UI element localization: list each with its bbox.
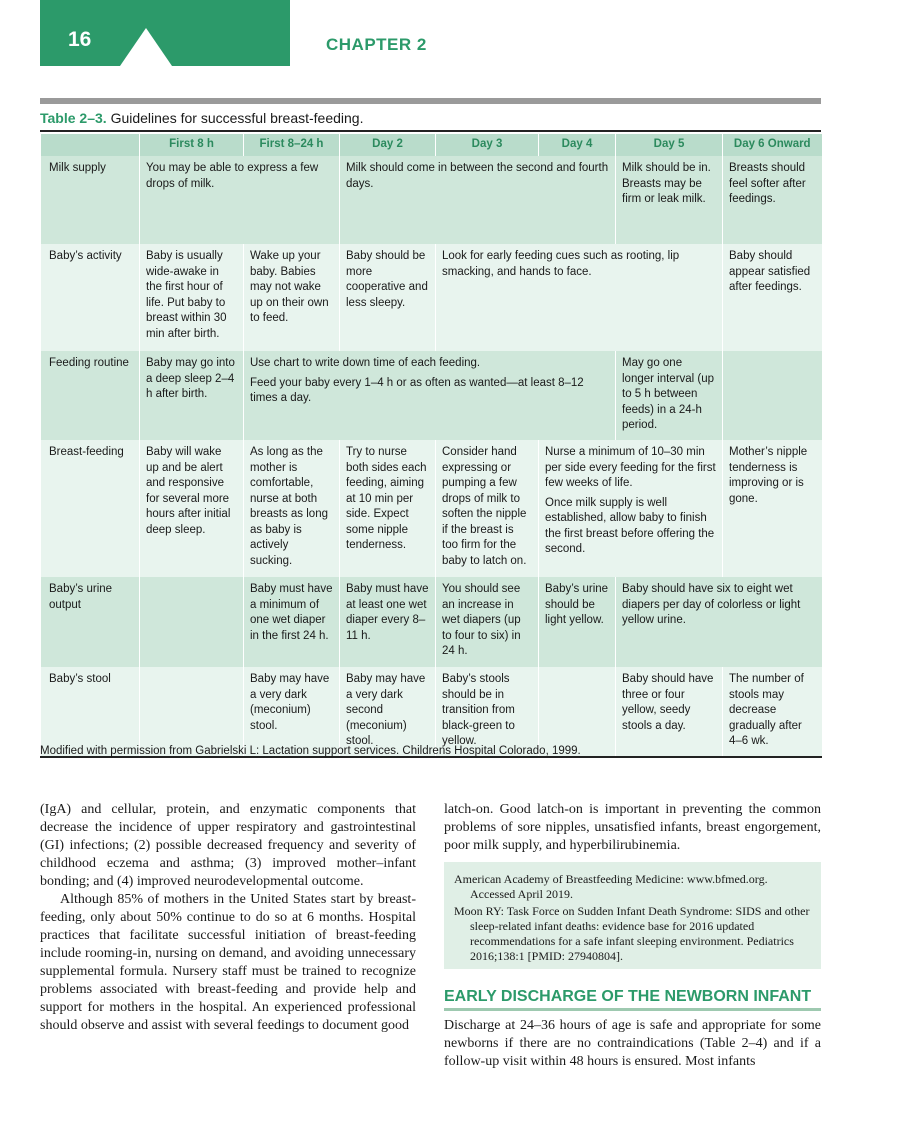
cell-text: Use chart to write down time of each feeding.: [250, 357, 481, 369]
col-header: First 8 h: [140, 134, 244, 156]
table-cell: Milk should be in. Breasts may be firm or leak milk.: [616, 156, 723, 244]
table-cell: Breasts should feel softer after feedings.: [723, 156, 822, 244]
table-cell: May go one longer interval (up to 5 h between feeds) in a 24-h period.: [616, 351, 723, 440]
table-cell: [539, 667, 616, 757]
table-row: [41, 351, 822, 440]
col-header: First 8–24 h: [244, 134, 340, 156]
table-cell: Baby must have a minimum of one wet diaper in the first 24 h.: [244, 577, 340, 667]
row-label: Feeding routine: [41, 351, 140, 440]
table-number: Table 2–3.: [40, 110, 107, 126]
table-cell: Try to nurse both sides each feeding, aiming at 10 min per side. Expect some nipple tenderness.: [340, 440, 436, 577]
col-header: Day 5: [616, 134, 723, 156]
table-cell: Baby should appear satisfied after feedings.: [723, 244, 822, 351]
guidelines-table: [40, 134, 822, 758]
table-top-bar: [40, 98, 821, 104]
table-cell: Milk should come in between the second and fourth days.: [340, 156, 616, 244]
table-cell: [244, 351, 616, 440]
table-cell: Baby should have six to eight wet diapers per day of colorless or light yellow urine.: [616, 577, 822, 667]
row-label: Breast-feeding: [41, 440, 140, 577]
body-column-right-lower: [444, 1017, 821, 1071]
header-blank: [41, 134, 140, 156]
table-header-row: [41, 134, 822, 156]
cell-text: Once milk supply is well established, allow baby to finish the first breast before offering the second.: [545, 496, 715, 555]
row-label: Baby’s activity: [41, 244, 140, 351]
table-cell: The number of stools may decrease gradually after 4–6 wk.: [723, 667, 822, 757]
table-row: [41, 156, 822, 244]
body-paragraph: Discharge at 24–36 hours of age is safe and appropriate for some newborns if there are no contraindications (Table 2–4) and if a follow-up visit within 48 hours is ensured. Most infants: [444, 1018, 821, 1069]
body-paragraph: (IgA) and cellular, protein, and enzymatic components that decrease the incidence of upper respiratory and gastrointestinal (GI) infections; (2) possible decreased frequency and severity of childhood eczema and asthma; (3) improved mother–infant bonding; and (4) improved neurodevelopmental outcome.: [40, 802, 416, 889]
table-cell: Baby may go into a deep sleep 2–4 h after birth.: [140, 351, 244, 440]
table-cell: [140, 667, 244, 757]
table-rule: [40, 130, 821, 132]
table-cell: [723, 351, 822, 440]
cell-text: Feed your baby every 1–4 h or as often as wanted—at least 8–12 times a day.: [250, 376, 584, 404]
table-row: [41, 577, 822, 667]
col-header: Day 3: [436, 134, 539, 156]
chapter-title: CHAPTER 2: [326, 35, 427, 54]
table-cell: Baby may have a very dark (meconium) stool.: [244, 667, 340, 757]
table-cell: You should see an increase in wet diapers (up to four to six) in 24 h.: [436, 577, 539, 667]
table-cell: Baby should be more cooperative and less sleepy.: [340, 244, 436, 351]
table-cell: As long as the mother is comfortable, nurse at both breasts as long as baby is actively sucking.: [244, 440, 340, 577]
table-cell: Baby is usually wide-awake in the first hour of life. Put baby to breast within 30 min after birth.: [140, 244, 244, 351]
table-cell: Baby’s stools should be in transition from black-green to yellow.: [436, 667, 539, 757]
table-cell: Mother’s nipple tenderness is improving or is gone.: [723, 440, 822, 577]
table-cell: [539, 440, 723, 577]
reference-item: American Academy of Breastfeeding Medicine: www.bfmed.org. Accessed April 2019.: [454, 872, 768, 901]
cell-text: Nurse a minimum of 10–30 min per side every feeding for the first few weeks of life.: [545, 446, 716, 489]
col-header: Day 2: [340, 134, 436, 156]
table-row: [41, 667, 822, 757]
body-column-left: [40, 801, 416, 1035]
table-cell: Look for early feeding cues such as rooting, lip smacking, and hands to face.: [436, 244, 723, 351]
row-label: Baby’s stool: [41, 667, 140, 757]
table-cell: Baby will wake up and be alert and responsive for several more hours after initial deep sleep.: [140, 440, 244, 577]
row-label: Milk supply: [41, 156, 140, 244]
row-label-text: Baby’s urine output: [49, 583, 113, 611]
table-source-note: Modified with permission from Gabrielski L: Lactation support services. Childrens Hospital Colorado, 1999.: [40, 745, 581, 757]
table-title: Guidelines for successful breast-feeding.: [110, 110, 364, 126]
row-label: [41, 577, 140, 667]
table-row: [41, 244, 822, 351]
table-cell: Baby’s urine should be light yellow.: [539, 577, 616, 667]
page-number: 16: [68, 28, 92, 51]
body-paragraph: latch-on. Good latch-on is important in preventing the common problems of sore nipples, unsatisfied infants, breast engorgement, poor milk supply, and hyperbilirubinemia.: [444, 802, 821, 853]
body-column-right: [444, 801, 821, 855]
table-cell: Baby should have three or four yellow, seedy stools a day.: [616, 667, 723, 757]
table-cell: Baby must have at least one wet diaper every 8–11 h.: [340, 577, 436, 667]
references-box: [444, 862, 821, 969]
reference-item: Moon RY: Task Force on Sudden Infant Death Syndrome: SIDS and other sleep-related infant deaths: evidence base for 2016 updated recommendations for a safe infant sleeping environment. Pediatrics 2016;138:1 [PMID: 27940804].: [454, 904, 810, 963]
table-row: [41, 440, 822, 577]
section-heading: EARLY DISCHARGE OF THE NEWBORN INFANT: [444, 988, 821, 1011]
body-paragraph: Although 85% of mothers in the United States start by breast-feeding, only about 50% continue to do so at 6 months. Hospital practices that facilitate successful initiation of breast-feeding include rooming-in, nursing on demand, and avoiding unnecessary supplemental formula. Nursery staff must be trained to recognize problems associated with breast-feeding and provide help and support for mothers in the hospital. An experienced professional should observe and assist with several feedings to document good: [40, 892, 416, 1033]
table-cell: Baby may have a very dark second (meconium) stool.: [340, 667, 436, 757]
col-header: Day 4: [539, 134, 616, 156]
table-caption: [40, 110, 363, 126]
table-cell: [140, 577, 244, 667]
col-header: Day 6 Onward: [723, 134, 822, 156]
table-cell: You may be able to express a few drops of milk.: [140, 156, 340, 244]
table-cell: Wake up your baby. Babies may not wake up on their own to feed.: [244, 244, 340, 351]
table-cell: Consider hand expressing or pumping a few drops of milk to soften the nipple if the breast is too firm for the baby to latch on.: [436, 440, 539, 577]
header-notch: [120, 28, 172, 66]
